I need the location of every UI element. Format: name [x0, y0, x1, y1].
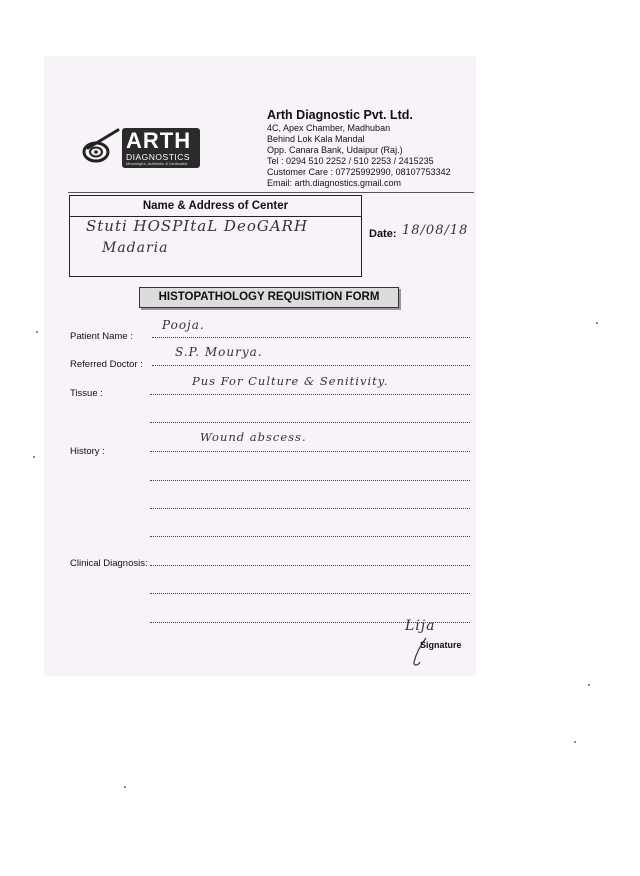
scan-speck [124, 786, 126, 788]
center-address-box [69, 195, 362, 277]
clinical-diagnosis-line-1 [150, 565, 470, 566]
history-line-4 [150, 536, 470, 537]
clinical-diagnosis-line-2 [150, 593, 470, 594]
date-value-handwritten: 18/08/18 [402, 223, 469, 238]
patient-name-value: Pooja. [162, 318, 205, 332]
center-place-handwritten: Madaria [102, 240, 169, 256]
scan-speck [596, 322, 598, 324]
company-info [267, 108, 477, 189]
patient-name-label: Patient Name : [70, 331, 133, 342]
scan-speck [588, 684, 590, 686]
address-line-2: Behind Lok Kala Mandal [267, 134, 365, 144]
signature-label: Signature [420, 640, 462, 650]
address-line-1: 4C, Apex Chamber, Madhuban [267, 123, 391, 133]
logo-swirl-icon [80, 126, 122, 168]
history-line-1 [150, 451, 470, 452]
tissue-label: Tissue : [70, 388, 103, 399]
patient-name-line [152, 337, 470, 338]
tissue-line-1 [150, 394, 470, 395]
form-title: HISTOPATHOLOGY REQUISITION FORM [139, 287, 399, 308]
logo-word: ARTH [126, 128, 192, 153]
clinical-diagnosis-label: Clinical Diagnosis: [70, 558, 148, 569]
center-name-handwritten: Stuti HOSPItaL DeoGARH [86, 217, 309, 235]
history-label: History : [70, 446, 105, 457]
email-line: Email: arth.diagnostics.gmail.com [267, 178, 402, 188]
history-line-2 [150, 480, 470, 481]
company-name: Arth Diagnostic Pvt. Ltd. [267, 108, 413, 122]
customer-care-line: Customer Care : 07725992990, 08107753342 [267, 167, 451, 177]
center-box-title: Name & Address of Center [70, 196, 361, 217]
referred-doctor-label: Referred Doctor : [70, 359, 143, 370]
scan-speck [33, 456, 35, 458]
logo [122, 128, 200, 168]
logo-tagline: Meaningful, Authentic & Dedicated [126, 161, 188, 166]
telephone-line: Tel : 0294 510 2252 / 510 2253 / 2415235 [267, 156, 434, 166]
signature-scrawl: Lija [405, 618, 436, 634]
referred-doctor-value: S.P. Mourya. [175, 345, 263, 359]
history-line-3 [150, 508, 470, 509]
header-divider [68, 192, 474, 193]
scan-speck [574, 741, 576, 743]
tissue-value: Pus For Culture & Senitivity. [192, 374, 389, 388]
referred-doctor-line [152, 365, 470, 366]
address-line-3: Opp. Canara Bank, Udaipur (Raj.) [267, 145, 403, 155]
scan-speck [36, 331, 38, 333]
logo-subtitle: DIAGNOSTICS [126, 152, 191, 162]
history-value: Wound abscess. [200, 430, 307, 444]
date-label: Date: [369, 228, 397, 240]
tissue-line-2 [150, 422, 470, 423]
